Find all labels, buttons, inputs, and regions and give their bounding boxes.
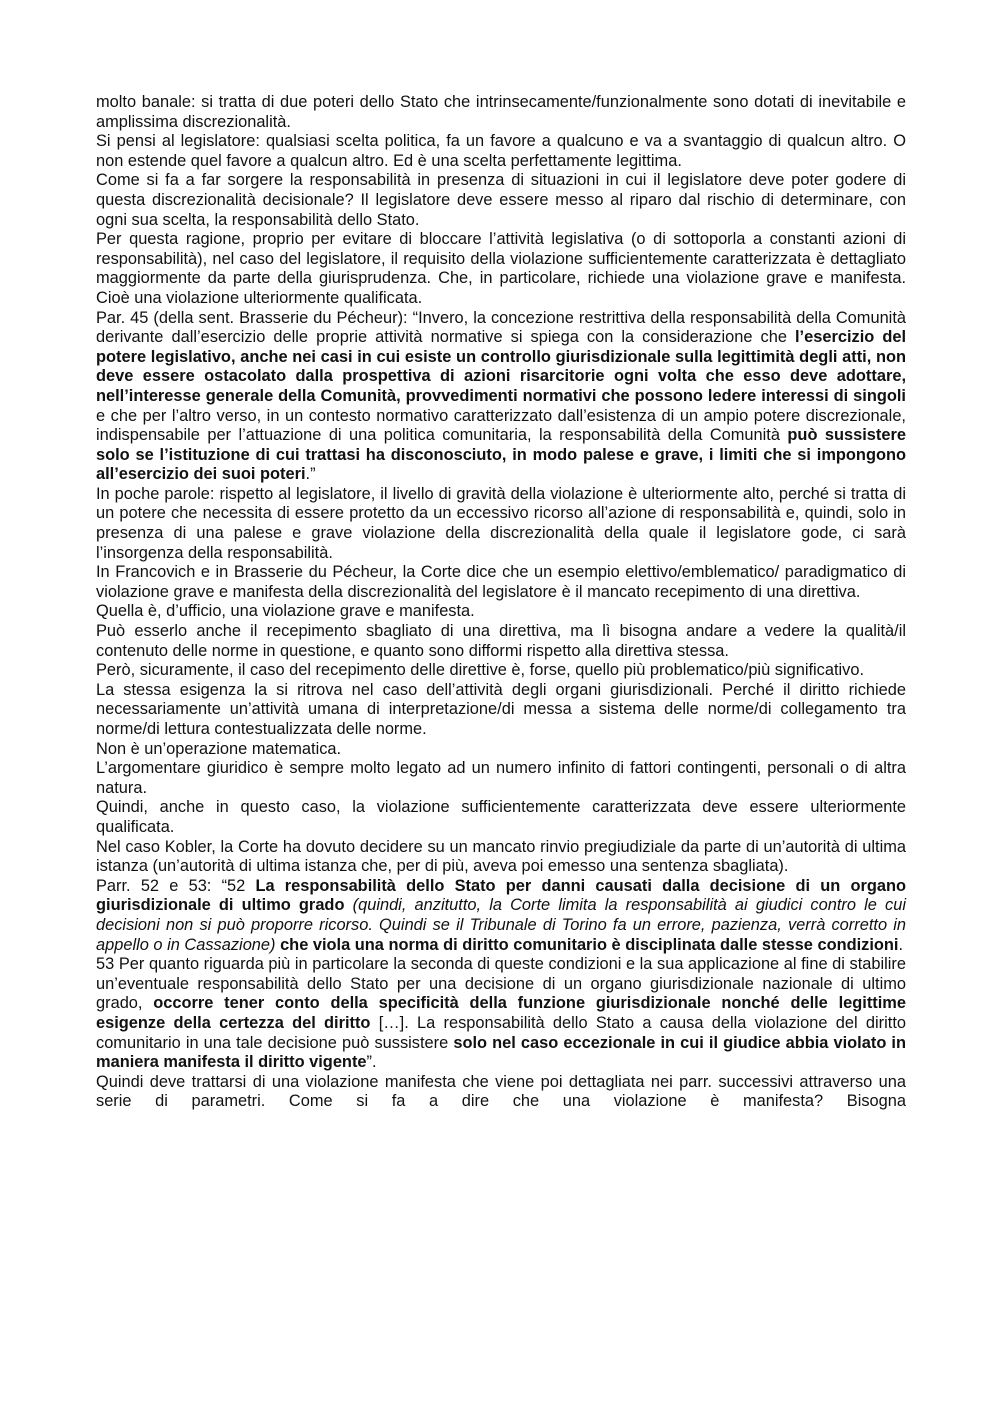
text-run: Si pensi al legislatore: qualsiasi scelta politica, fa un favore a qualcuno e va a svantaggio di qualcun altro. O non estende quel favore a qualcun altro. Ed è una scelta perfettamente legittima. xyxy=(96,132,906,170)
paragraph xyxy=(96,485,906,563)
text-run: . xyxy=(898,935,904,954)
bold-text: solo nel caso eccezionale in cui il giudice abbia violato in maniera manifesta il diritto vigente xyxy=(96,1033,906,1072)
text-run: In poche parole: rispetto al legislatore, il livello di gravità della violazione è ulteriormente alto, perché si tratta di un potere che necessita di essere protetto da un eccessivo ricorso all’azione di responsabilità e, quindi, solo in presenza di una palese e grave violazione della discrezionalità della quale il legislatore gode, ci sarà l’insorgenza della responsabilità. xyxy=(96,484,906,562)
paragraph xyxy=(96,1073,906,1112)
text-run: Può esserlo anche il recepimento sbagliato di una direttiva, ma lì bisogna andare a vedere la qualità/il contenuto delle norme in questione, e quanto sono difformi rispetto alla direttiva stessa. xyxy=(96,622,906,660)
paragraph xyxy=(96,622,906,661)
paragraph xyxy=(96,230,906,308)
paragraph xyxy=(96,602,906,622)
paragraph xyxy=(96,681,906,740)
paragraph xyxy=(96,93,906,132)
document-page xyxy=(96,93,906,1112)
text-run: […]. La responsabilità dello Stato a causa della violazione del diritto comunitario in una tale decisione può sussistere xyxy=(96,1013,907,1052)
bold-text: occorre tener conto della specificità della funzione giurisdizionale nonché delle legittime esigenze della certezza del diritto xyxy=(96,994,906,1032)
text-run: Però, sicuramente, il caso del recepimento delle direttive è, forse, quello più problematico/più significativo. xyxy=(96,661,865,680)
text-run: Non è un’operazione matematica. xyxy=(96,739,342,758)
text-run: Quella è, d’ufficio, una violazione grave e manifesta. xyxy=(96,602,475,621)
bold-text: La responsabilità dello Stato per danni causati dalla decisione di un organo giurisdizionale di ultimo grado xyxy=(96,876,906,915)
paragraph xyxy=(96,740,906,760)
paragraph xyxy=(96,759,906,798)
paragraph xyxy=(96,132,906,171)
text-run: L’argomentare giuridico è sempre molto legato ad un numero infinito di fattori contingenti, personali o di altra natura. xyxy=(96,759,906,797)
paragraph xyxy=(96,955,906,1073)
text-run: Par. 45 (della sent. Brasserie du Pécheur): “Invero, la concezione restrittiva della responsabilità della Comunità derivante dall’esercizio delle proprie attività normative si spiega con la considerazione che xyxy=(96,308,906,347)
text-run: Nel caso Kobler, la Corte ha dovuto decidere su un mancato rinvio pregiudiziale da parte di un’autorità di ultima istanza (un’autorità di ultima istanza che, per di più, aveva poi emesso una sentenza sbagliata). xyxy=(96,837,906,876)
paragraph xyxy=(96,798,906,837)
text-run: Parr. 52 e 53: “52 xyxy=(96,876,256,895)
text-run: molto banale: si tratta di due poteri dello Stato che intrinsecamente/funzionalmente sono dotati di inevitabile e amplissima discrezionalità. xyxy=(96,93,906,131)
italic-text: (quindi, anzitutto, la Corte limita la responsabilità ai giudici contro le cui decisioni non si può proporre ricorso. Quindi se il Tribunale di Torino fa un errore, pazienza, verrà corretto in appello o in Cassazione) xyxy=(96,896,906,954)
paragraph xyxy=(96,877,906,955)
paragraph xyxy=(96,563,906,602)
paragraph xyxy=(96,309,906,485)
text-run: Quindi deve trattarsi di una violazione manifesta che viene poi dettagliata nei parr. successivi attraverso una serie di parametri. Come si fa a dire che una violazione è manifesta? Bisogna xyxy=(96,1072,906,1111)
text-run: In Francovich e in Brasserie du Pécheur, la Corte dice che un esempio elettivo/emblematico/ paradigmatico di violazione grave e manifesta della discrezionalità del legislatore è il mancato recepimento di una direttiva. xyxy=(96,563,906,601)
bold-text: l’esercizio del potere legislativo, anche nei casi in cui esiste un controllo giurisdizionale sulla legittimità degli atti, non deve essere ostacolato dalla prospettiva di azioni risarcitorie ogni volta che esso deve adottare, nell’interesse generale della Comunità, provvedimenti normativi che possono ledere interessi di singoli xyxy=(96,328,907,405)
text-run: 53 Per quanto riguarda più in particolare la seconda di queste condizioni e la sua applicazione al fine di stabilire un’eventuale responsabilità dello Stato per una decisione di un organo giurisdizionale nazionale di ultimo grado, xyxy=(96,955,906,1013)
paragraph xyxy=(96,661,906,681)
paragraph xyxy=(96,838,906,877)
text-run: Per questa ragione, proprio per evitare di bloccare l’attività legislativa (o di sottoporla a constanti azioni di responsabilità), nel caso del legislatore, il requisito della violazione sufficientemente caratterizzata è dettagliato maggiormente da parte della giurisprudenza. Che, in particolare, richiede una violazione grave e manifesta. Cioè una violazione ulteriormente qualificata. xyxy=(96,230,906,307)
bold-text: che viola una norma di diritto comunitario è disciplinata dalle stesse condizioni xyxy=(280,935,899,954)
text-run: La stessa esigenza la si ritrova nel caso dell’attività degli organi giurisdizionali. Perché il diritto richiede necessariamente un’attività umana di interpretazione/di messa a sistema delle norme/di collegamento tra norme/di lettura contestualizzata delle norme. xyxy=(96,680,906,738)
text-run: ”. xyxy=(366,1053,377,1072)
paragraph xyxy=(96,171,906,230)
text-run: e che per l’altro verso, in un contesto normativo caratterizzato dall’esistenza di un ampio potere discrezionale, indispensabile per l’attuazione di una politica comunitaria, la responsabilità della Comunità xyxy=(96,406,906,445)
text-run: Come si fa a far sorgere la responsabilità in presenza di situazioni in cui il legislatore deve poter godere di questa discrezionalità decisionale? Il legislatore deve essere messo al riparo dal rischio di determinare, con ogni sua scelta, la responsabilità dello Stato. xyxy=(96,171,906,229)
text-run: Quindi, anche in questo caso, la violazione sufficientemente caratterizzata deve essere ulteriormente qualificata. xyxy=(96,798,906,836)
bold-text: può sussistere solo se l’istituzione di cui trattasi ha disconosciuto, in modo palese e grave, i limiti che si impongono all’esercizio dei suoi poteri xyxy=(96,426,906,484)
text-run xyxy=(344,896,352,914)
text-run: .” xyxy=(305,465,316,484)
